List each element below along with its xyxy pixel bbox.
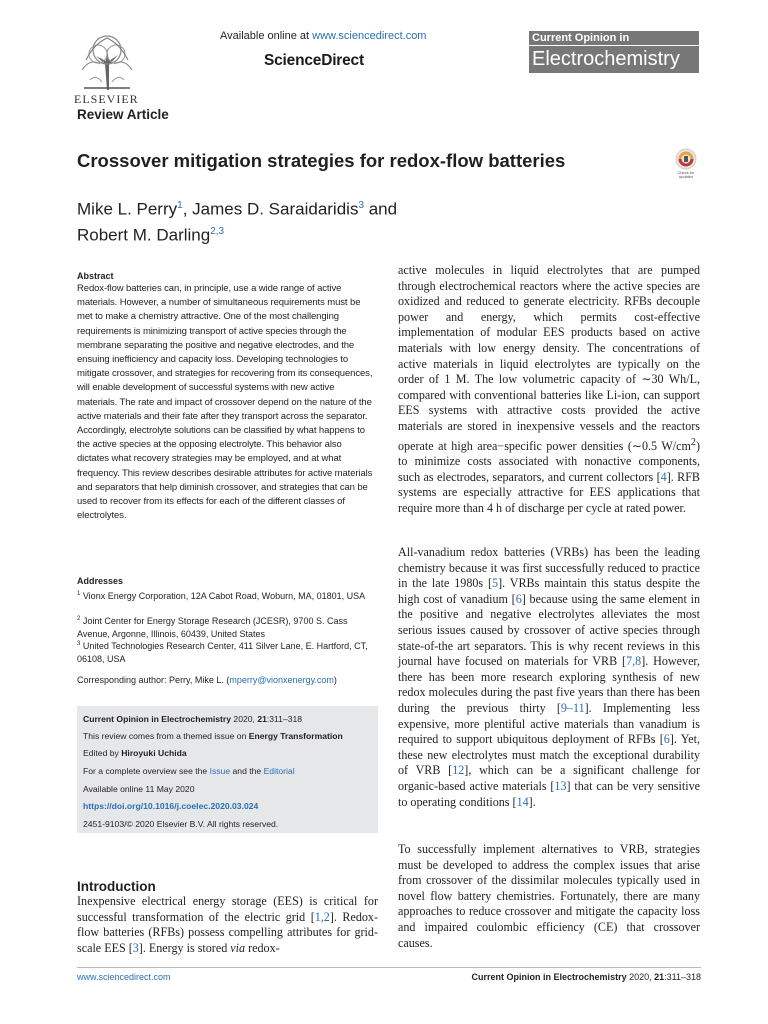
- body-text: ) to minimize costs associated with nonactive components, such as electrodes, separators, and current collectors [: [398, 438, 700, 484]
- address-text: United Technologies Research Center, 411 Silver Lane, E. Hartford, CT, 06108, USA: [77, 641, 368, 664]
- check-for-updates-icon[interactable]: [671, 147, 701, 179]
- introduction-text: [77, 894, 378, 956]
- reference-link[interactable]: 6: [515, 591, 522, 606]
- body-text: ] that can be very sensitive to operating conditions [: [398, 778, 700, 809]
- info-theme: [83, 731, 343, 741]
- reference-link[interactable]: 14: [516, 794, 529, 809]
- info-editor: [83, 748, 187, 758]
- reference-link[interactable]: 13: [554, 778, 567, 793]
- footer-pages: :311–318: [664, 972, 701, 982]
- author-name: Mike L. Perry: [77, 199, 178, 219]
- body-superscript: 2: [690, 436, 696, 448]
- affiliation-ref[interactable]: 2,3: [210, 225, 225, 237]
- intro-text-italic: via: [230, 940, 246, 955]
- reference-link[interactable]: 4: [660, 469, 667, 484]
- email-link[interactable]: mperry@vionxenergy.com: [229, 675, 334, 685]
- available-online: [220, 30, 426, 42]
- abstract-heading: Abstract: [77, 271, 114, 281]
- address-number: 3: [77, 641, 81, 647]
- info-theme-name: Energy Transformation: [248, 731, 343, 741]
- body-text: ], which can be a significant challenge for organic-based active materials [: [398, 763, 701, 793]
- reference-link[interactable]: 6: [663, 732, 670, 747]
- body-text: ]. Yet, these new electrolytes must match the exceptional durability of VRB [: [398, 732, 700, 778]
- introduction-heading: Introduction: [77, 879, 156, 894]
- info-journal-name: Current Opinion in Electrochemistry: [83, 714, 232, 724]
- issue-link[interactable]: Issue: [209, 766, 231, 776]
- journal-banner-top: Current Opinion in: [529, 31, 699, 45]
- body-text: ].: [528, 794, 536, 809]
- info-editor-name: Hiroyuki Uchida: [121, 748, 187, 758]
- reference-link[interactable]: 1,2: [314, 909, 330, 924]
- address-3: [77, 638, 373, 665]
- reference-link[interactable]: 12: [452, 763, 465, 778]
- corresponding-author: [77, 675, 373, 685]
- address-number: 2: [77, 616, 81, 622]
- intro-text-part: Inexpensive electrical energy storage (EES) is critical for successful transformation of the electric grid [: [77, 894, 378, 924]
- info-online-date: Available online 11 May 2020: [83, 784, 195, 794]
- reference-link[interactable]: 7,8: [626, 654, 642, 669]
- body-text: active molecules in liquid electrolytes that are pumped through electrochemical reactors where the active species are oxidized and reduced to generate electricity. RFBs decouple power and energy, which permits cost-effective implementation of modular EES products based on active materials with low energy density. The concentrations of active materials in liquid electrolytes are typically on the order of 1 M. The low volumetric capacity of ∼30 Wh/L, compared with conventional batteries like Li-ion, can support EES systems with attractive costs provided the active materials are stored in inexpensive vessels and the reactors operate at high area−specific power densities (∼0.5 W/cm: [398, 263, 700, 453]
- elsevier-tree-logo: [76, 30, 138, 92]
- body-paragraph-3: To successfully implement alternatives to VRB, strategies must be developed to address the complex issues that arise from crossover of the dissimilar molecules typically used in novel flow battery chemistries. Fortunately, there are many approaches to reduce crossover and mitigate the capacity loss and impaired coulombic efficiency (CE) that crossover causes.: [398, 842, 700, 950]
- body-text: ]. VRBs maintain this status despite the high cost of vanadium [: [398, 576, 701, 606]
- body-text: ]. Implementing less expensive, more plentiful active materials than vanadium is required to support ubiquitous deployment of RFBs [: [398, 700, 700, 747]
- author-separator: and: [364, 199, 398, 219]
- info-editor-prefix: Edited by: [83, 748, 122, 758]
- footer-citation: [457, 972, 701, 982]
- address-number: 1: [77, 591, 81, 597]
- article-info-box: [77, 706, 378, 833]
- reference-link[interactable]: 3: [132, 940, 139, 955]
- address-2: [77, 613, 373, 640]
- footer-divider: [77, 967, 701, 968]
- footer-year: 2020,: [626, 972, 655, 982]
- address-1: [77, 588, 373, 603]
- info-copyright: 2451-9103/© 2020 Elsevier B.V. All rights reserved.: [83, 819, 279, 829]
- affiliation-ref[interactable]: 3: [358, 200, 364, 211]
- elsevier-wordmark: ELSEVIER: [74, 92, 139, 106]
- footer-volume: 21: [654, 972, 665, 982]
- svg-text:Check for: Check for: [677, 170, 695, 175]
- footer-journal: Current Opinion in Electrochemistry: [471, 972, 627, 982]
- available-prefix: Available online at: [220, 30, 313, 42]
- address-text: Joint Center for Energy Storage Research (JCESR), 9700 S. Cass Avenue, Argonne, Illinois, 60439, United States: [77, 616, 348, 639]
- info-volume: 21: [257, 714, 267, 724]
- reference-link[interactable]: 5: [492, 576, 499, 591]
- body-text: ]. RFB systems are especially attractive for EES applications that require more than 4 h of discharge per cycle at rated power.: [398, 469, 700, 515]
- info-theme-prefix: This review comes from a themed issue on: [83, 731, 249, 741]
- body-paragraph-1: [398, 263, 700, 517]
- info-overview-prefix: For a complete overview see the: [83, 766, 210, 776]
- body-paragraph-2: [398, 545, 700, 810]
- body-text: All-vanadium redox batteries (VRBs) has been the leading chemistry because it was first successfully reduced to practice in the late 1980s [: [398, 545, 700, 591]
- article-title: Crossover mitigation strategies for redox-flow batteries: [77, 150, 566, 171]
- editorial-link[interactable]: Editorial: [263, 766, 295, 776]
- address-text: Vionx Energy Corporation, 12A Cabot Road, Woburn, MA, 01801, USA: [80, 591, 366, 601]
- abstract-text: Redox-flow batteries can, in principle, use a wide range of active materials. However, a number of simultaneous requirements must be met to make a chemistry attractive. One of the most challenging requirements is minimizing transport of active species through the membrane separating the positive and negative electrodes, and the ensuing inefficiency and capacity loss. Developing technologies to mitigate crossover, and strategies for recovering from its consequences, will enable development of successful systems with new active materials. The rate and impact of crossover depend on the nature of the active materials and their fate after they transport across the separator. Accordingly, electrolyte solutions can be classified by what happens to the active species at the opposing electrolyte. This behavior also dictates what recovery strategies may be employed, and at what frequency. This review describes desirable attributes for active materials and separators that help diminish crossover, and strategies that can be used to recover from its effects for each of the different classes of electrolytes.: [77, 283, 373, 522]
- info-citation: [83, 714, 302, 724]
- doi-link[interactable]: https://doi.org/10.1016/j.coelec.2020.03.024: [83, 801, 259, 811]
- sciencedirect-logo: ScienceDirect: [264, 52, 364, 69]
- info-pages: :311–318: [266, 714, 303, 724]
- corresponding-prefix: Corresponding author: Perry, Mike L. (: [77, 675, 230, 685]
- info-overview-and: and the: [230, 766, 264, 776]
- journal-banner: [529, 31, 699, 73]
- article-type: Review Article: [77, 107, 169, 122]
- intro-text-part: ]. Redox-flow batteries (RFBs) possess compelling attributes for grid-scale EES [: [77, 909, 378, 955]
- corresponding-suffix: ): [333, 675, 337, 685]
- svg-text:updates: updates: [678, 174, 694, 179]
- sciencedirect-link[interactable]: www.sciencedirect.com: [312, 30, 427, 42]
- author-list: [77, 195, 617, 246]
- info-year: 2020,: [231, 714, 258, 724]
- body-text: ] because using the same element in the positive and negative electrolytes alleviates the most serious issues caused by crossover of active species through state-of-the art separators. This is why recent reviews in this journal have focused on materials for VRB [: [398, 591, 700, 669]
- footer-sciencedirect-link[interactable]: www.sciencedirect.com: [77, 972, 171, 982]
- author-separator: ,: [182, 199, 193, 219]
- body-text: ]. However, there has been more research exploring synthesis of new redox molecules during the past five years than there has been during the previous thirty [: [398, 654, 700, 715]
- intro-text-part: redox-: [245, 940, 280, 955]
- journal-banner-name: Electrochemistry: [529, 46, 699, 73]
- affiliation-ref[interactable]: 1: [177, 200, 183, 211]
- reference-link[interactable]: 9–11: [560, 700, 585, 715]
- intro-text-part: ]. Energy is stored: [138, 940, 231, 955]
- addresses-heading: Addresses: [77, 576, 124, 586]
- info-overview: [83, 766, 295, 776]
- author-name: Robert M. Darling: [77, 225, 211, 245]
- author-name: James D. Saraidaridis: [192, 199, 359, 219]
